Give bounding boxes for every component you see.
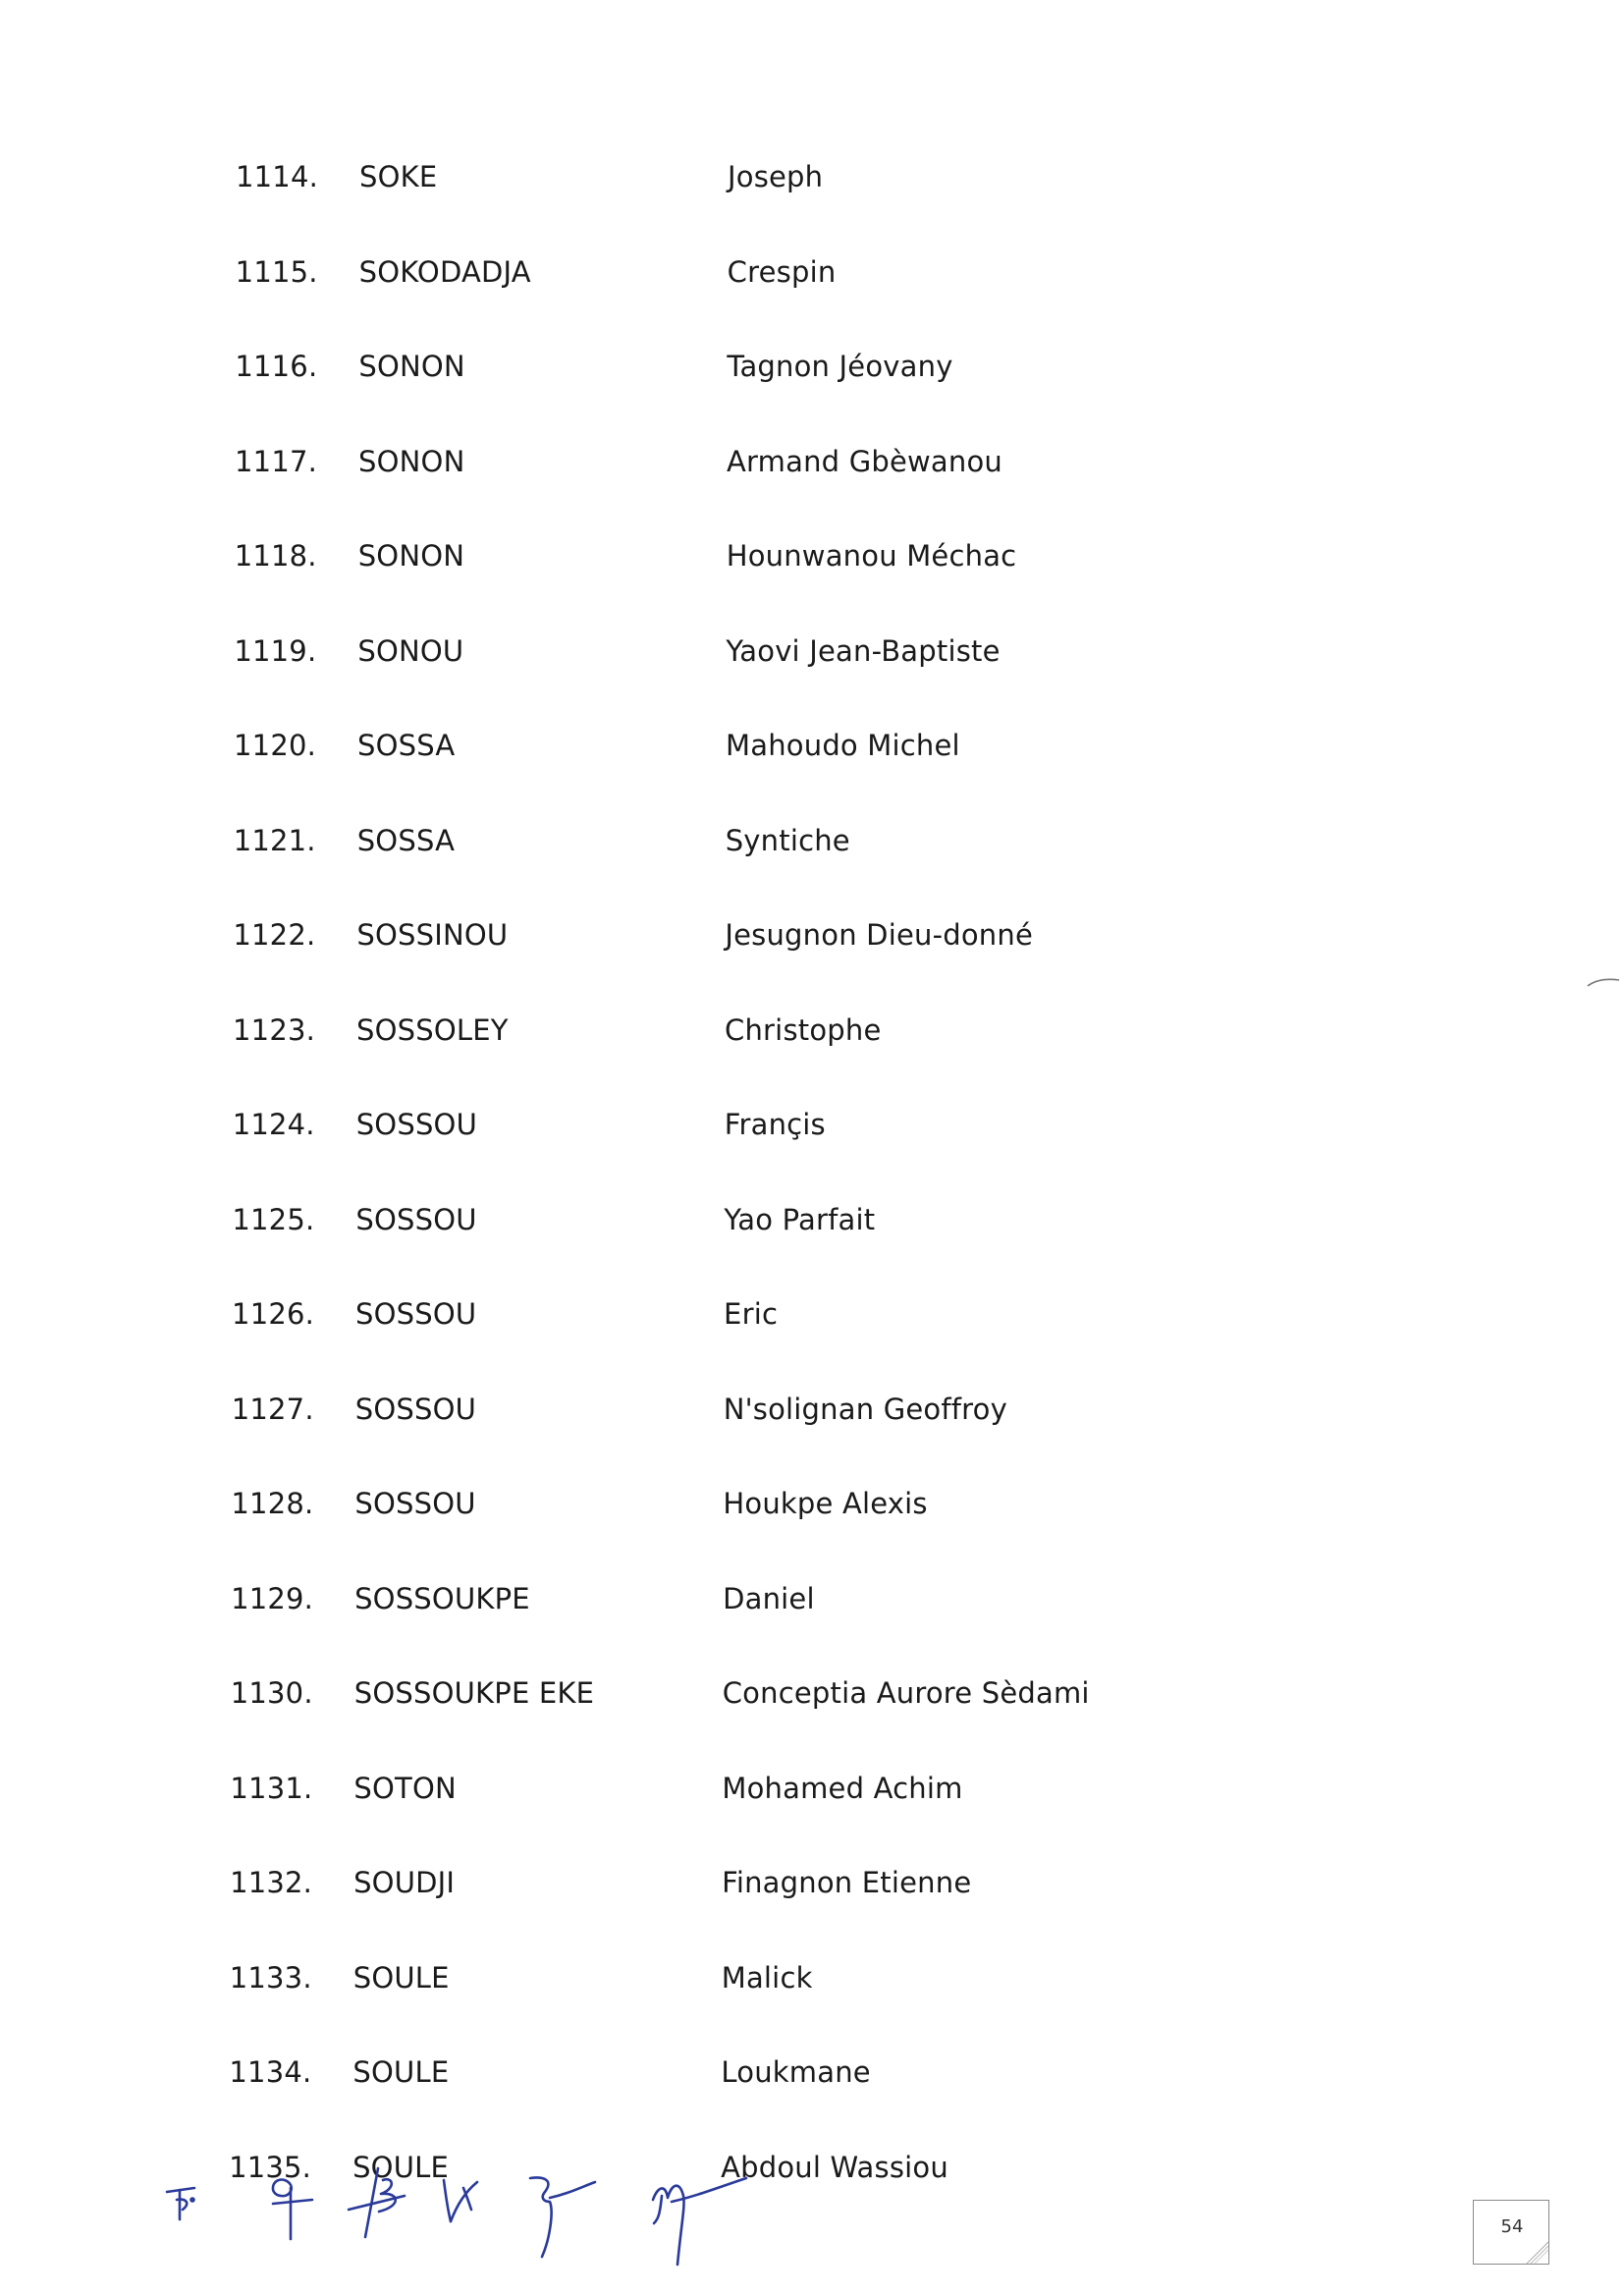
entry-first-name: Abdoul Wassiou: [721, 2150, 948, 2184]
entry-first-name: Daniel: [723, 1581, 815, 1615]
list-item: [234, 716, 1217, 775]
entry-first-name: Yaovi Jean-Baptiste: [726, 633, 1001, 668]
page-number-box: [1473, 2200, 1549, 2265]
entry-first-name: Yao Parfait: [724, 1202, 876, 1236]
page-curl-icon: [1525, 2240, 1550, 2266]
handwritten-initials: [147, 2141, 835, 2288]
entry-first-name: Christophe: [725, 1012, 882, 1047]
entry-last-name: SOULE: [352, 2055, 450, 2089]
list-item: [231, 1569, 1214, 1628]
list-item: [234, 622, 1217, 681]
entry-last-name: SOSSOLEY: [356, 1012, 509, 1047]
list-item: [235, 337, 1218, 396]
entry-first-name: Eric: [724, 1297, 779, 1331]
list-item: [233, 905, 1216, 964]
entry-number: 1132.: [230, 1866, 313, 1899]
entry-first-name: Houkpe Alexis: [723, 1487, 928, 1520]
entry-number: 1129.: [231, 1581, 314, 1615]
entry-last-name: SOULE: [352, 2150, 450, 2184]
entry-last-name: SOSSA: [356, 823, 456, 857]
entry-first-name: Françis: [724, 1108, 826, 1141]
entry-number: 1128.: [231, 1487, 314, 1520]
list-item: [233, 1001, 1216, 1060]
entry-number: 1123.: [233, 1012, 316, 1047]
entry-first-name: Conceptia Aurore Sèdami: [722, 1676, 1090, 1710]
entry-first-name: Tagnon Jéovany: [727, 350, 953, 383]
entry-last-name: SOULE: [352, 1960, 450, 1995]
entry-last-name: SOSSOU: [354, 1487, 476, 1520]
entry-number: 1124.: [232, 1108, 315, 1141]
entry-number: 1135.: [229, 2150, 312, 2184]
entry-first-name: Mahoudo Michel: [726, 729, 960, 762]
list-item: [235, 526, 1218, 585]
list-item: [230, 1948, 1213, 2007]
list-item: [231, 1664, 1214, 1722]
list-item: [234, 811, 1217, 870]
entry-first-name: Crespin: [727, 254, 837, 289]
entry-number: 1127.: [231, 1392, 314, 1426]
entry-number: 1117.: [235, 444, 318, 478]
entry-number: 1114.: [236, 160, 319, 193]
entry-last-name: SOTON: [353, 1771, 457, 1805]
entry-last-name: SONON: [357, 539, 465, 573]
entry-last-name: SOKE: [359, 160, 438, 193]
entry-number: 1133.: [229, 1960, 312, 1995]
entry-number: 1121.: [233, 823, 316, 857]
entry-last-name: SONON: [358, 350, 465, 383]
page-number: 54: [1500, 2216, 1524, 2237]
entry-number: 1125.: [232, 1202, 315, 1236]
entry-last-name: SOSSOU: [354, 1392, 477, 1426]
list-item: [230, 1853, 1213, 1912]
entry-number: 1118.: [234, 539, 317, 573]
margin-mark: [1586, 974, 1621, 990]
entry-last-name: SONON: [358, 444, 465, 478]
entry-first-name: Mohamed Achim: [722, 1771, 963, 1805]
entry-first-name: Armand Gbèwanou: [727, 444, 1003, 478]
entry-last-name: SOUDJI: [353, 1866, 456, 1899]
entry-number: 1131.: [230, 1771, 313, 1805]
entry-number: 1126.: [232, 1297, 315, 1331]
entry-first-name: Jesugnon Dieu-donné: [725, 918, 1034, 952]
entry-first-name: Joseph: [728, 160, 824, 193]
entry-first-name: Hounwanou Méchac: [726, 539, 1017, 573]
list-item: [236, 147, 1218, 206]
entry-first-name: Malick: [721, 1960, 813, 1995]
entry-last-name: SOSSOUKPE: [354, 1581, 530, 1615]
entry-last-name: SONOU: [357, 633, 464, 668]
entry-last-name: SOSSINOU: [356, 918, 509, 952]
list-item: [229, 2043, 1212, 2102]
entry-number: 1116.: [235, 350, 318, 383]
list-item: [231, 1474, 1214, 1533]
entry-last-name: SOSSOU: [355, 1202, 477, 1236]
entry-first-name: N'solignan Geoffroy: [723, 1392, 1007, 1426]
entry-first-name: Finagnon Etienne: [722, 1866, 972, 1899]
list-item: [230, 1759, 1213, 1818]
entry-number: 1130.: [230, 1676, 313, 1710]
entry-last-name: SOSSOU: [355, 1297, 477, 1331]
list-item: [233, 1095, 1216, 1154]
list-item: [236, 243, 1218, 301]
list-item: [235, 432, 1218, 491]
list-item: [232, 1190, 1215, 1249]
entry-number: 1134.: [229, 2055, 312, 2089]
entry-first-name: Syntiche: [725, 823, 850, 857]
entry-number: 1119.: [234, 633, 317, 668]
entry-number: 1115.: [235, 254, 318, 289]
entry-first-name: Loukmane: [721, 2055, 871, 2089]
entry-last-name: SOSSOUKPE EKE: [353, 1676, 595, 1710]
entry-last-name: SOKODADJA: [358, 254, 531, 289]
list-item: [232, 1285, 1215, 1343]
entry-last-name: SOSSOU: [355, 1108, 478, 1141]
entry-number: 1122.: [233, 918, 316, 952]
entry-number: 1120.: [234, 729, 317, 762]
list-item: [232, 1380, 1215, 1439]
entry-last-name: SOSSA: [357, 729, 456, 762]
